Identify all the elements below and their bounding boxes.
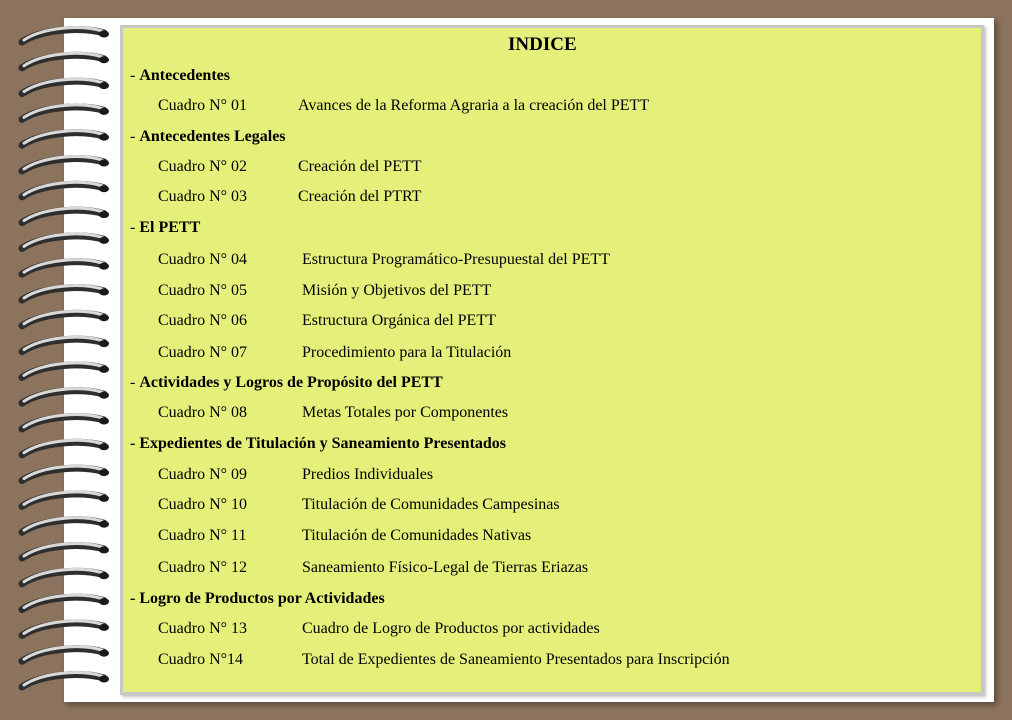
- section-dash: -: [130, 67, 140, 84]
- table-number: Cuadro N° 01: [158, 97, 248, 114]
- section-heading: [130, 127, 286, 147]
- spiral-hole: [99, 521, 109, 528]
- table-title: Estructura Programático-Presupuestal del PETT: [302, 251, 610, 268]
- table-title: Cuadro de Logro de Productos por actividades: [302, 620, 600, 637]
- spiral-hole: [99, 108, 109, 115]
- section-title: Logro de Productos por Actividades: [139, 590, 385, 607]
- table-number: Cuadro N° 02: [158, 158, 248, 175]
- table-number: Cuadro N° 10: [158, 496, 248, 513]
- spiral-hole: [99, 392, 109, 399]
- section-title: El PETT: [139, 219, 201, 236]
- spiral-hole: [99, 134, 109, 141]
- table-number: Cuadro N° 13: [158, 620, 248, 637]
- spiral-hole: [99, 56, 109, 63]
- spiral-hole: [99, 443, 109, 450]
- section-heading: [130, 589, 385, 609]
- spiral-hole: [99, 547, 109, 554]
- table-number: Cuadro N° 04: [158, 251, 248, 268]
- table-title: Saneamiento Físico-Legal de Tierras Eriazas: [302, 559, 589, 576]
- spiral-hole: [99, 469, 109, 476]
- section-dash: -: [130, 374, 140, 391]
- table-number: Cuadro N° 03: [158, 188, 248, 205]
- spiral-hole: [99, 598, 109, 605]
- table-number: Cuadro N° 09: [158, 466, 248, 483]
- table-title: Total de Expedientes de Saneamiento Presentados para Inscripción: [302, 651, 730, 668]
- spiral-hole: [99, 418, 109, 425]
- table-number: Cuadro N° 06: [158, 312, 248, 329]
- section-title: Expedientes de Titulación y Saneamiento Presentados: [139, 435, 507, 452]
- table-number: Cuadro N° 11: [158, 527, 247, 544]
- section-heading: [130, 66, 230, 86]
- section-heading: [130, 218, 200, 238]
- spiral-hole: [99, 366, 109, 373]
- table-number: Cuadro N° 12: [158, 559, 248, 576]
- section-dash: -: [130, 219, 140, 236]
- section-dash: -: [130, 590, 140, 607]
- spiral-hole: [99, 237, 109, 244]
- page-title: INDICE: [508, 34, 577, 55]
- spiral-hole: [99, 340, 109, 347]
- table-title: Procedimiento para la Titulación: [302, 344, 512, 361]
- table-title: Titulación de Comunidades Campesinas: [302, 496, 560, 513]
- section-title: Actividades y Logros de Propósito del PETT: [139, 374, 443, 391]
- spiral-hole: [99, 31, 109, 38]
- spiral-hole: [99, 160, 109, 167]
- spiral-hole: [99, 289, 109, 296]
- section-heading: [130, 434, 506, 454]
- table-number: Cuadro N° 05: [158, 282, 248, 299]
- table-title: Predios Individuales: [302, 466, 434, 483]
- section-title: Antecedentes Legales: [139, 128, 286, 145]
- table-title: Metas Totales por Componentes: [302, 404, 509, 421]
- spiral-hole: [99, 495, 109, 502]
- section-title: Antecedentes: [139, 67, 230, 84]
- spiral-hole: [99, 185, 109, 192]
- table-title: Creación del PETT: [298, 158, 422, 175]
- table-number: Cuadro N°14: [158, 651, 244, 668]
- table-title: Titulación de Comunidades Nativas: [302, 527, 532, 544]
- section-heading: [130, 373, 443, 393]
- table-title: Misión y Objetivos del PETT: [302, 282, 492, 299]
- spiral-hole: [99, 211, 109, 218]
- spiral-hole: [99, 82, 109, 89]
- table-number: Cuadro N° 07: [158, 344, 248, 361]
- spiral-hole: [99, 676, 109, 683]
- spiral-hole: [99, 624, 109, 631]
- table-title: Avances de la Reforma Agraria a la creación del PETT: [298, 97, 650, 114]
- spiral-hole: [99, 314, 109, 321]
- spiral-hole: [99, 650, 109, 657]
- spiral-hole: [99, 572, 109, 579]
- section-dash: -: [130, 128, 140, 145]
- spiral-hole: [99, 263, 109, 270]
- spiral-binding: [0, 0, 130, 720]
- table-title: Estructura Orgánica del PETT: [302, 312, 496, 329]
- table-title: Creación del PTRT: [298, 188, 422, 205]
- table-number: Cuadro N° 08: [158, 404, 248, 421]
- section-dash: -: [130, 435, 140, 452]
